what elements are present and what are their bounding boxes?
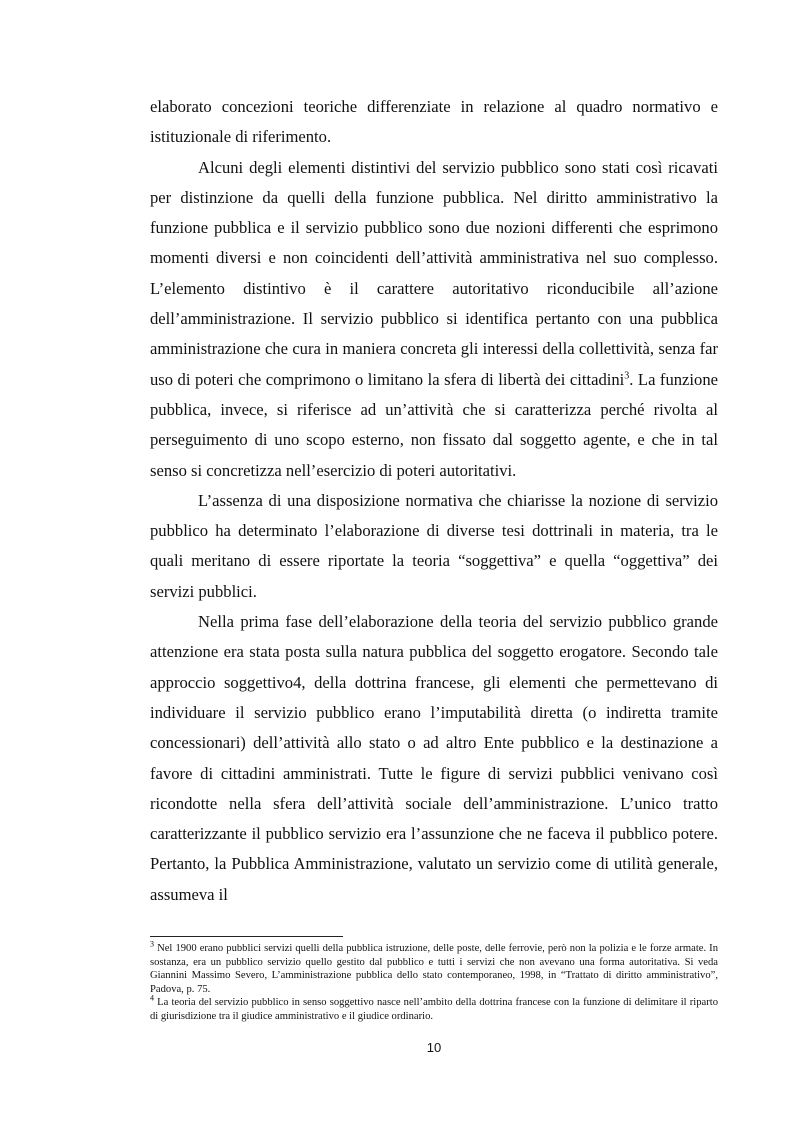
footnote-mark: 3 <box>150 939 154 949</box>
footnote <box>150 993 718 1023</box>
paragraph-text: elaborato concezioni teoriche differenziate in relazione al quadro normativo e istituzionale di riferimento. <box>150 97 718 147</box>
page-number: 10 <box>426 1040 442 1055</box>
paragraph <box>150 607 718 910</box>
footnote-text: La teoria del servizio pubblico in senso soggettivo nasce nell’ambito della dottrina francese con la funzione di delimitare il riparto di giurisdizione tra il giudice amministrativo e il giudice ordinario. <box>150 997 718 1022</box>
paragraph-text: Nella prima fase dell’elaborazione della teoria del servizio pubblico grande attenzione era stata posta sulla natura pubblica del soggetto erogatore. Secondo tale approccio soggettivo4, della dottrina francese, gli elementi che permettevano di individuare il servizio pubblico erano l’imputabilità diretta (o indiretta tramite concessionari) dell’attività allo stato o ad altro Ente pubblico e la destinazione a favore di cittadini amministrati. Tutte le figure di servizi pubblici venivano così ricondotte nella sfera dell’attività sociale dell’amministrazione. L’unico tratto caratterizzante il pubblico servizio era l’assunzione che ne faceva il pubblico potere. Pertanto, la Pubblica Amministrazione, valutato un servizio come di utilità generale, assumeva il <box>150 612 718 904</box>
paragraph-text: . La funzione pubblica, invece, si riferisce ad un’attività che si caratterizza perché rivolta al perseguimento di uno scopo esterno, non fissato dal soggetto agente, e che in tal senso si concretizza nell’esercizio di poteri autoritativi. <box>150 369 718 480</box>
paragraph-text: Alcuni degli elementi distintivi del servizio pubblico sono stati così ricavati per distinzione da quelli della funzione pubblica. Nel diritto amministrativo la funzione pubblica e il servizio pubblico sono due nozioni differenti che esprimono momenti diversi e non coincidenti dell’attività amministrativa nel suo complesso. L’elemento distintivo è il carattere autoritativo riconducibile all’azione dell’amministrazione. Il servizio pubblico si identifica pertanto con una pubblica amministrazione che cura in maniera concreta gli interessi della collettività, senza far uso di poteri che comprimono o limitano la sfera di libertà dei cittadini <box>150 157 718 389</box>
footnote-text: Nel 1900 erano pubblici servizi quelli della pubblica istruzione, delle poste, delle ferrovie, però non la polizia e le forze armate. In sostanza, era un pubblico servizio quello gestito dal pubblico e tutti i servizi che non avevano una forma autoritativa. Si veda Giannini Massimo Severo, L’amministrazione pubblica dello stato contemporaneo, 1998, in “Trattato di diritto amministrativo”, Padova, p. 75. <box>150 943 719 995</box>
footnote-separator <box>150 936 343 937</box>
paragraph <box>150 486 718 607</box>
footnotes <box>150 939 719 1024</box>
body-text <box>150 92 718 910</box>
paragraph <box>150 153 718 486</box>
footnote-reference: 3 <box>624 370 630 382</box>
footnote-mark: 4 <box>150 993 154 1003</box>
footnote <box>150 939 719 996</box>
paragraph <box>150 92 718 153</box>
paragraph-text: L’assenza di una disposizione normativa che chiarisse la nozione di servizio pubblico ha determinato l’elaborazione di diverse tesi dottrinali in materia, tra le quali meritano di essere riportate la teoria “soggettiva” e quella “oggettiva” dei servizi pubblici. <box>150 490 718 601</box>
